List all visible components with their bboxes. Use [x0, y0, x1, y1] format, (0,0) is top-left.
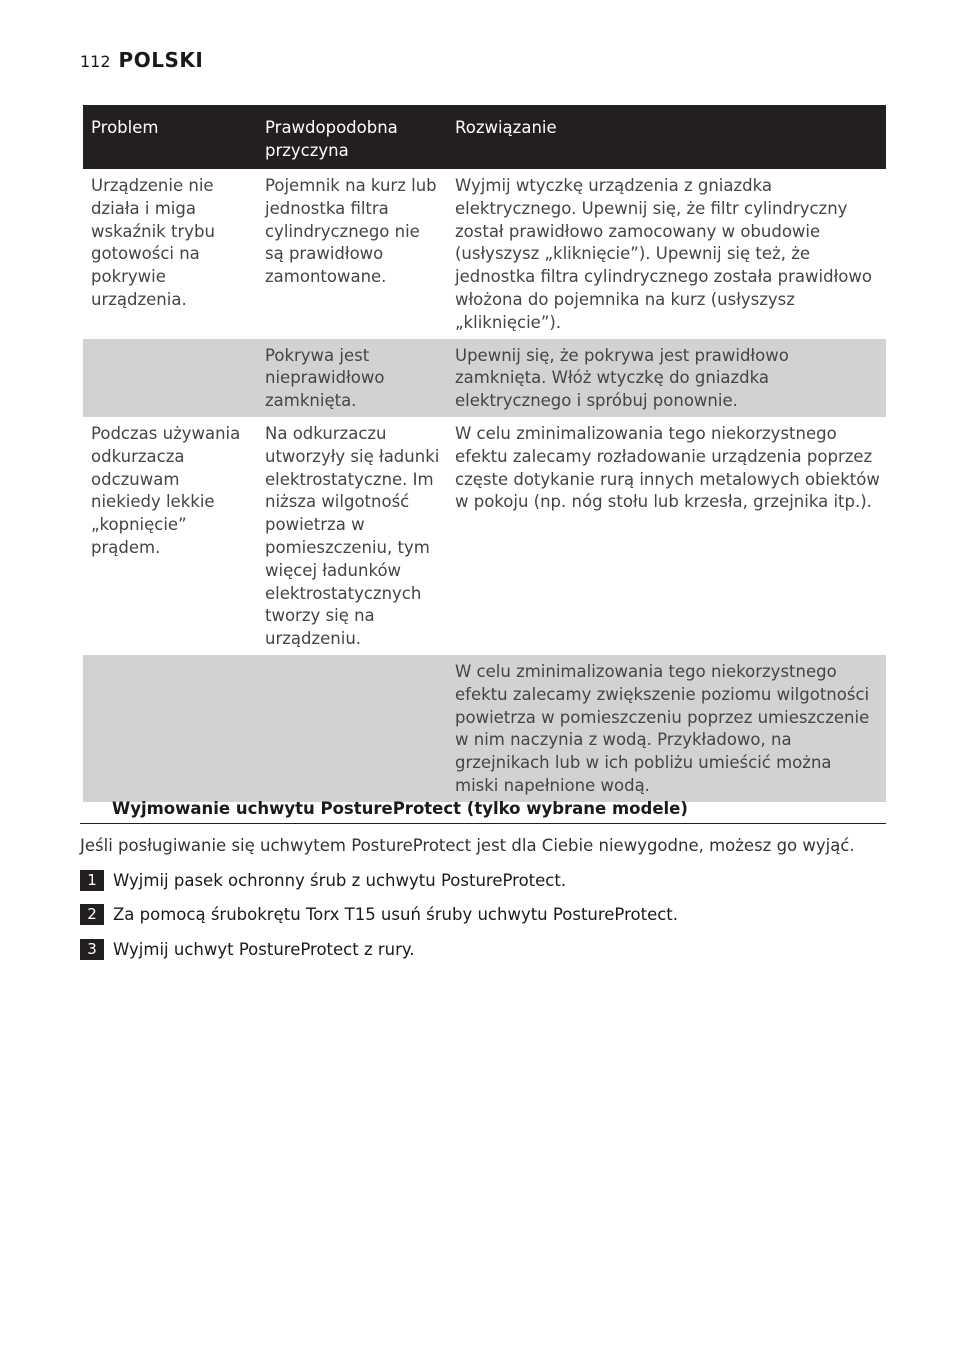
table-row	[83, 417, 886, 655]
cause-cell: Pokrywa jest nieprawidłowo zamknięta.	[257, 339, 447, 417]
list-item	[80, 903, 886, 927]
page-header	[80, 48, 203, 72]
page-number: 112	[80, 52, 111, 71]
list-item	[80, 868, 886, 892]
problem-cell: Urządzenie nie działa i miga wskaźnik trybu gotowości na pokrywie urządzenia.	[91, 176, 215, 309]
step-number-badge: 1	[80, 870, 104, 891]
step-number-badge: 3	[80, 939, 104, 960]
steps-list	[80, 868, 886, 972]
solution-cell: W celu zminimalizowania tego niekorzystnego efektu zalecamy zwiększenie poziomu wilgotności powietrza w pomieszczeniu poprzez umieszczenie w nim naczynia z wodą. Przykładowo, na grzejnikach lub w ich pobliżu umieścić można miski napełnione wodą.	[447, 655, 886, 802]
column-header-cause: Prawdopodobna przyczyna	[257, 105, 447, 169]
problem-cell	[83, 655, 257, 802]
problem-cell	[83, 339, 257, 417]
step-number-badge: 2	[80, 904, 104, 925]
step-text: Wyjmij pasek ochronny śrub z uchwytu PostureProtect.	[113, 870, 567, 890]
table-row	[83, 339, 886, 417]
intro-paragraph: Jeśli posługiwanie się uchwytem PostureProtect jest dla Ciebie niewygodne, możesz go wyjąć.	[80, 836, 855, 855]
cause-cell	[257, 655, 447, 802]
list-item	[80, 937, 886, 961]
table-row	[83, 655, 886, 802]
section-heading: Wyjmowanie uchwytu PostureProtect (tylko wybrane modele)	[80, 797, 886, 824]
troubleshooting-table	[83, 105, 886, 802]
step-text: Za pomocą śrubokrętu Torx T15 usuń śruby uchwytu PostureProtect.	[113, 905, 679, 924]
cause-cell: Na odkurzaczu utworzyły się ładunki elektrostatyczne. Im niższa wilgotność powietrza w pomieszczeniu, tym więcej ładunków elektrostatycznych tworzy się na urządzeniu.	[265, 423, 440, 649]
solution-cell: Wyjmij wtyczkę urządzenia z gniazdka elektrycznego. Upewnij się, że filtr cylindryczny został prawidłowo zamocowany w obudowie (usłyszysz „kliknięcie”). Upewnij się też, że jednostka filtra cylindrycznego została prawidłowo włożona do pojemnika na kurz (usłyszysz „kliknięcie”).	[455, 176, 872, 332]
solution-cell: W celu zminimalizowania tego niekorzystnego efektu zalecamy rozładowanie urządzenia poprzez częste dotykanie rurą innych metalowych obiektów w pokoju (np. nóg stołu lub krzesła, grzejnika itp.).	[455, 423, 880, 512]
cause-cell: Pojemnik na kurz lub jednostka filtra cylindrycznego nie są prawidłowo zamontowane.	[265, 176, 437, 287]
solution-cell: Upewnij się, że pokrywa jest prawidłowo zamknięta. Włóż wtyczkę do gniazdka elektrycznego i spróbuj ponownie.	[447, 339, 886, 417]
table-header-row	[83, 105, 886, 169]
problem-cell: Podczas używania odkurzacza odczuwam niekiedy lekkie „kopnięcie” prądem.	[91, 423, 241, 557]
column-header-problem: Problem	[83, 105, 257, 169]
column-header-solution: Rozwiązanie	[447, 105, 886, 169]
language-title: POLSKI	[118, 48, 204, 72]
step-text: Wyjmij uchwyt PostureProtect z rury.	[113, 939, 415, 959]
table-row	[83, 169, 886, 339]
